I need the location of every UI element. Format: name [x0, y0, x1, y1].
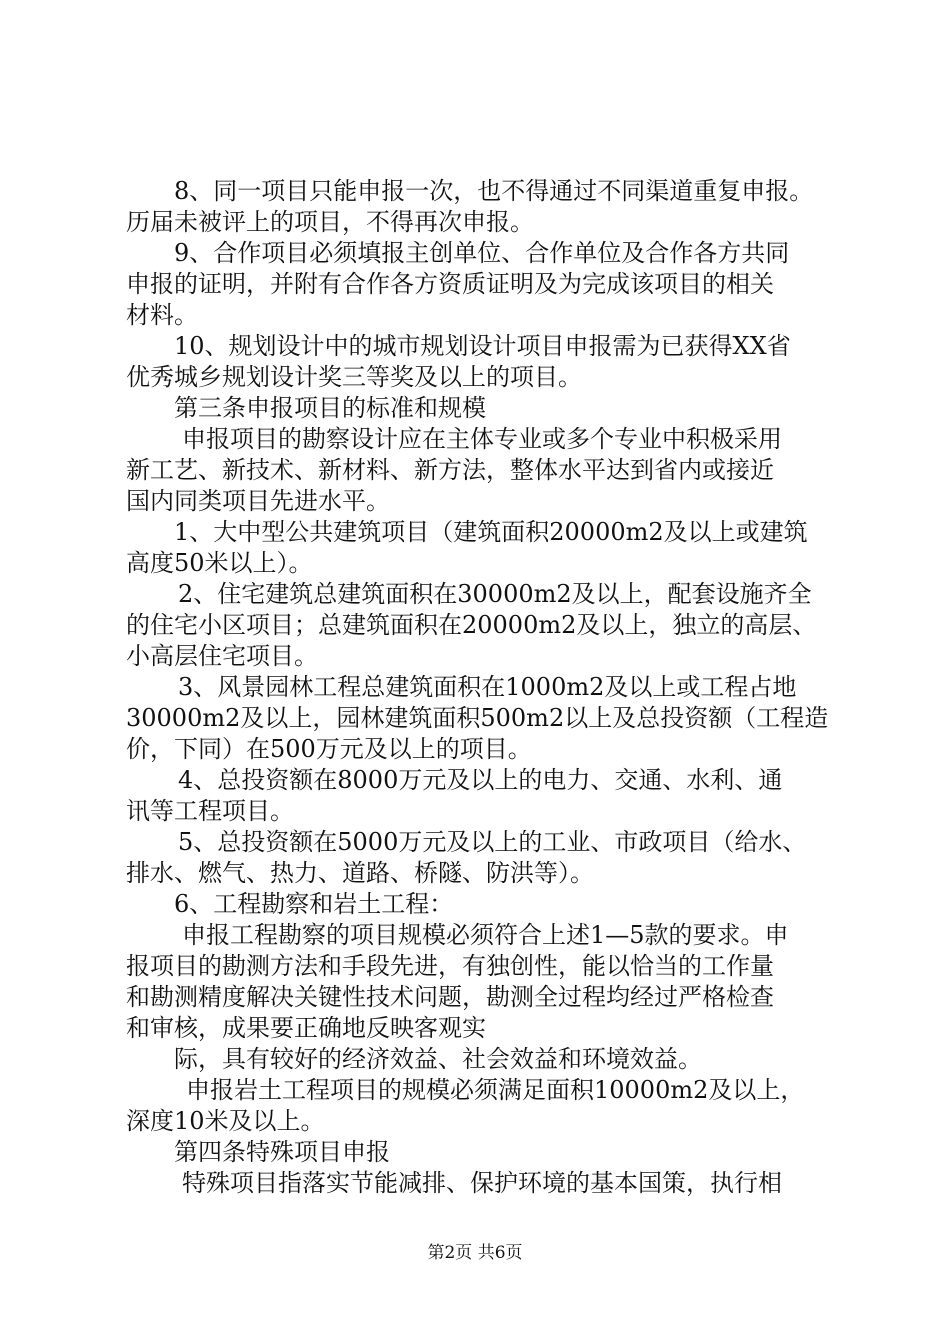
paragraph-line: 申报工程勘察的项目规模必须符合上述1—5款的要求。申: [182, 921, 789, 949]
paragraph-line: 高度50米以上）。: [126, 549, 313, 577]
paragraph-line: 报项目的勘测方法和手段先进，有独创性，能以恰当的工作量: [126, 952, 774, 980]
paragraph-line: 价，下同）在500万元及以上的项目。: [126, 735, 532, 763]
paragraph-line: 际，具有较好的经济效益、社会效益和环境效益。: [174, 1045, 702, 1073]
page-footer: 第2页 共6页: [427, 1243, 523, 1263]
paragraph-line: 6、工程勘察和岩土工程：: [174, 890, 454, 918]
paragraph-line: 材料。: [126, 301, 198, 329]
document-body: [126, 176, 846, 1199]
paragraph-line: 的住宅小区项目；总建筑面积在20000m2及以上，独立的高层、: [126, 611, 817, 639]
paragraph-line: 3、风景园林工程总建筑面积在1000m2及以上或工程占地: [178, 673, 797, 701]
paragraph-line: 申报岩土工程项目的规模必须满足面积10000m2及以上，: [186, 1076, 805, 1104]
paragraph-line: 1、大中型公共建筑项目（建筑面积20000m2及以上或建筑: [174, 518, 808, 546]
paragraph-line: 第三条申报项目的标准和规模: [174, 394, 486, 422]
paragraph-line: 9、合作项目必须填报主创单位、合作单位及合作各方共同: [174, 239, 790, 267]
paragraph-line: 新工艺、新技术、新材料、新方法，整体水平达到省内或接近: [126, 456, 774, 484]
paragraph-line: 特殊项目指落实节能减排、保护环境的基本国策，执行相: [182, 1169, 782, 1197]
paragraph-line: 排水、燃气、热力、道路、桥隧、防洪等）。: [126, 859, 594, 887]
paragraph-line: 2、住宅建筑总建筑面积在30000m2及以上，配套设施齐全: [178, 580, 812, 608]
paragraph-line: 第四条特殊项目申报: [174, 1138, 390, 1166]
paragraph-line: 优秀城乡规划设计奖三等奖及以上的项目。: [126, 363, 582, 391]
paragraph-line: 深度10米及以上。: [126, 1107, 325, 1135]
paragraph-line: 10、规划设计中的城市规划设计项目申报需为已获得XX省: [174, 332, 791, 360]
paragraph-line: 30000m2及以上，园林建筑面积500m2以上及总投资额（工程造: [126, 704, 829, 732]
paragraph-line: 历届未被评上的项目，不得再次申报。: [126, 208, 534, 236]
paragraph-line: 8、同一项目只能申报一次，也不得通过不同渠道重复申报。: [174, 177, 814, 205]
paragraph-line: 申报的证明，并附有合作各方资质证明及为完成该项目的相关: [126, 270, 774, 298]
paragraph-line: 国内同类项目先进水平。: [126, 487, 390, 515]
paragraph-line: 讯等工程项目。: [126, 797, 294, 825]
paragraph-line: 和审核，成果要正确地反映客观实: [126, 1014, 486, 1042]
paragraph-line: 和勘测精度解决关键性技术问题，勘测全过程均经过严格检查: [126, 983, 774, 1011]
paragraph-line: 申报项目的勘察设计应在主体专业或多个专业中积极采用: [182, 425, 782, 453]
paragraph-line: 4、总投资额在8000万元及以上的电力、交通、水利、通: [178, 766, 783, 794]
paragraph-line: 小高层住宅项目。: [126, 642, 318, 670]
paragraph-line: 5、总投资额在5000万元及以上的工业、市政项目（给水、: [178, 828, 807, 856]
